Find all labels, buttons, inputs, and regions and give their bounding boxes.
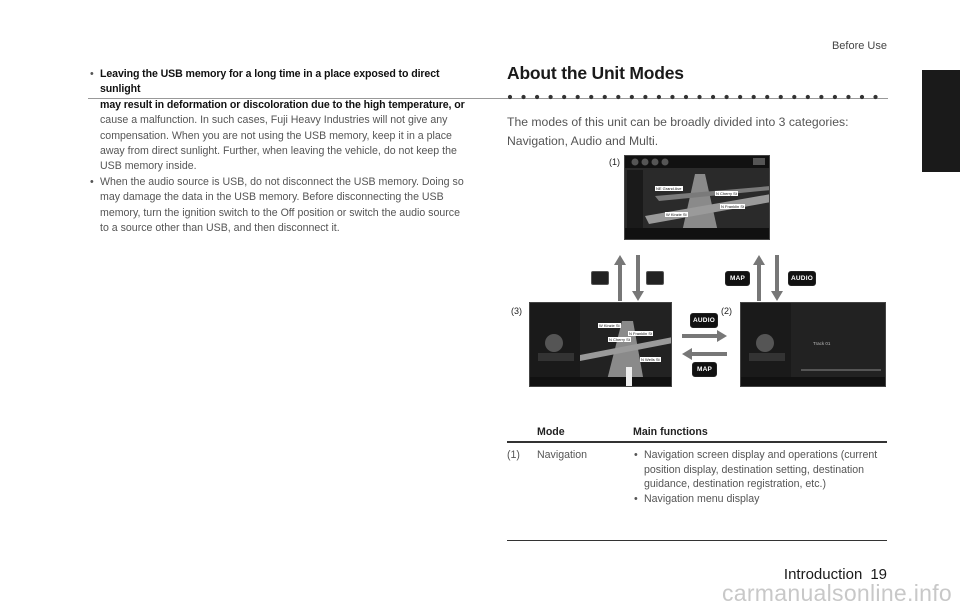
table-row — [507, 443, 887, 541]
row-mode: Navigation — [537, 449, 588, 461]
divider-dot — [535, 95, 539, 99]
divider-dot — [792, 95, 796, 99]
header-functions: Main functions — [633, 426, 708, 438]
chapter-name: Introduction — [783, 566, 863, 583]
horizontal-arrows — [682, 330, 727, 360]
divider-dot — [779, 95, 783, 99]
multi-street-4: N Wells St — [641, 357, 660, 362]
map-street-1: NE Grand Ave — [656, 186, 682, 191]
divider-dot — [603, 95, 607, 99]
divider-dot — [833, 95, 837, 99]
vertical-arrows-right — [751, 255, 787, 301]
map-street-3: N Franklin St — [721, 204, 745, 209]
navigation-map — [625, 156, 770, 240]
map-street-4: W Kinzie St — [666, 212, 687, 217]
multi-street-2: N Cherry St — [609, 337, 630, 342]
multi-street-1: W Kinzie St — [599, 323, 620, 328]
left-column — [88, 67, 468, 236]
divider-dot — [684, 95, 688, 99]
mode-table — [507, 423, 887, 541]
divider-dot — [589, 95, 593, 99]
bullet-usb-sunlight — [88, 67, 468, 175]
multi-screen — [529, 302, 672, 387]
divider-dot — [643, 95, 647, 99]
dot-divider — [507, 93, 882, 101]
header-mode: Mode — [537, 426, 565, 438]
divider-dot — [576, 95, 580, 99]
divider-dot — [616, 95, 620, 99]
bullet-lead-line2: may result in deformation or discoloration due to the high temperature, or — [100, 98, 465, 111]
audio-button-top: AUDIO — [788, 271, 816, 286]
divider-dot — [697, 95, 701, 99]
vertical-arrows-left — [612, 255, 648, 301]
function-item: • Navigation screen display and operations (current position display, destination setting, destination guidance, destination registration, etc.) — [633, 448, 883, 492]
multi-street-3: N Franklin St — [629, 331, 653, 336]
divider-dot — [521, 95, 525, 99]
divider-dot — [806, 95, 810, 99]
divider-dot — [846, 95, 850, 99]
label-navigation: (1) — [609, 157, 620, 167]
audio-track-label: Track 01 — [813, 341, 831, 346]
navigation-screen — [624, 155, 770, 240]
navigation-screen-icon — [646, 271, 664, 285]
map-street-2: N Cherry St — [716, 191, 737, 196]
page-number: 19 — [870, 566, 887, 583]
row-functions — [633, 448, 883, 506]
divider-dot — [819, 95, 823, 99]
divider-dot — [752, 95, 756, 99]
divider-dot — [562, 95, 566, 99]
label-multi: (3) — [511, 306, 522, 316]
divider-dot — [630, 95, 634, 99]
divider-dot — [508, 95, 512, 99]
section-label: Before Use — [831, 40, 887, 52]
section-title: About the Unit Modes — [507, 63, 684, 83]
multi-screen-icon — [591, 271, 609, 285]
intro-paragraph: The modes of this unit can be broadly divided into 3 categories: Navigation, Audio and Multi. — [507, 115, 849, 148]
watermark: carmanualsonline.info — [721, 580, 952, 606]
divider-dot — [657, 95, 661, 99]
divider-dot — [873, 95, 877, 99]
row-number: (1) — [507, 449, 520, 461]
bullet-usb-disconnect: • When the audio source is USB, do not disconnect the USB memory. Doing so may damage the data in the USB memory. Before disconnecting the USB memory, turn the ignition switch to the Off position or switch the audio source to a source other than USB, and then disconnect it. — [88, 175, 468, 237]
function-item: • Navigation menu display — [633, 492, 883, 507]
bullet-body: cause a malfunction. In such cases, Fuji Heavy Industries will not give any compensation. When you are not using the USB memory, keep it in a place away from direct sunlight. Further, when leaving the vehicle, do not keep the USB memory inside. — [100, 114, 457, 173]
table-header — [507, 423, 887, 443]
mode-diagram — [500, 150, 900, 400]
map-button-top: MAP — [725, 271, 750, 286]
divider-dot — [738, 95, 742, 99]
divider-dot — [725, 95, 729, 99]
divider-dot — [670, 95, 674, 99]
divider-dot — [860, 95, 864, 99]
multi-screen-view — [530, 303, 672, 387]
audio-screen — [740, 302, 886, 387]
audio-button-middle: AUDIO — [690, 313, 718, 328]
divider-dot — [549, 95, 553, 99]
bullet-lead-line1: • Leaving the USB memory for a long time in a place exposed to direct sunlight — [100, 68, 440, 96]
map-button-bottom: MAP — [692, 362, 717, 377]
chapter-tab — [922, 70, 960, 172]
label-audio: (2) — [721, 306, 732, 316]
divider-dot — [765, 95, 769, 99]
divider-dot — [711, 95, 715, 99]
